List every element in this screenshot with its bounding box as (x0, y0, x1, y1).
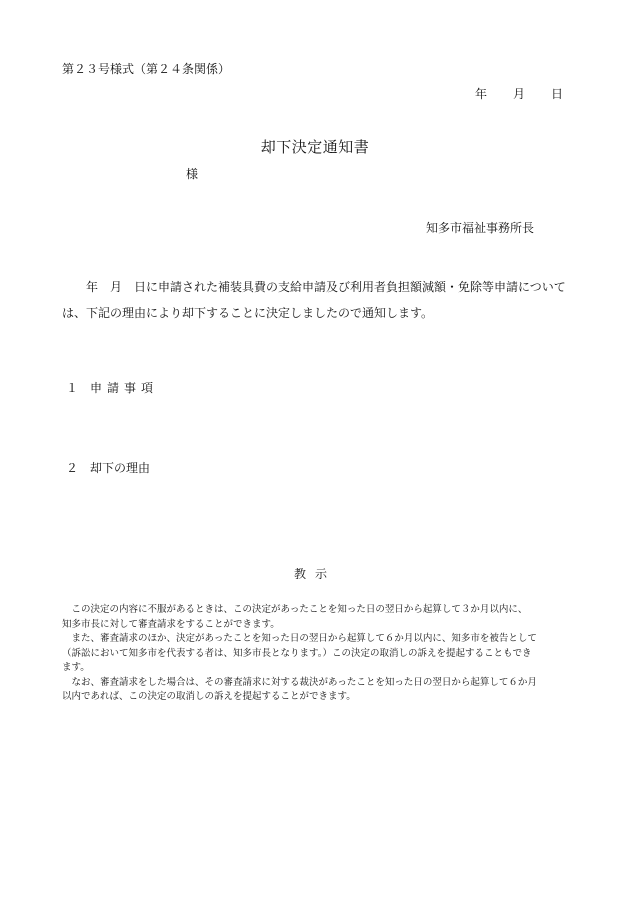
notice-line: （訴訟において知多市を代表する者は、知多市長となります。）この決定の取消しの訴えを提起することもでき (62, 647, 532, 659)
notification-body (62, 274, 582, 326)
date-line (475, 88, 563, 100)
issuer-name: 知多市福祉事務所長 (426, 221, 535, 235)
notice-line: また、審査請求のほか、決定があったことを知った日の翌日から起算して６か月以内に、知多市を被告として (62, 633, 537, 644)
notice-line: なお、審査請求をした場合は、その審査請求に対する裁決があったことを知った日の翌日から起算して６か月 (62, 676, 537, 688)
notice-heading: 教示 (293, 567, 336, 581)
document-title: 却下決定通知書 (260, 138, 370, 156)
item-application-matter (66, 382, 158, 394)
form-number: 第２３号様式（第２４条関係） (62, 62, 231, 76)
addressee-suffix: 様 (186, 167, 199, 181)
item-label: 却下の理由 (90, 461, 151, 475)
notice-line: 以内であれば、この決定の取消しの訴えを提起することができます。 (62, 691, 356, 702)
date-month-label: 月 (513, 87, 526, 101)
item-number: ２ (66, 461, 79, 475)
notice-body (62, 603, 582, 705)
item-rejection-reason (66, 462, 150, 474)
item-label: 申請事項 (90, 381, 159, 395)
notice-line: この決定の内容に不服があるときは、この決定があったことを知った日の翌日から起算して３か月以内に、 (62, 604, 528, 615)
date-day-label: 日 (551, 87, 564, 101)
notice-line: ます。 (62, 662, 90, 673)
body-line-1: 年 月 日に申請された補装具費の支給申請及び利用者負担額減額・免除等申請について (62, 280, 566, 294)
item-number: １ (66, 381, 79, 395)
body-line-2: は、下記の理由により却下することに決定しましたので通知します。 (62, 306, 434, 320)
date-year-label: 年 (475, 87, 488, 101)
notice-line: 知多市長に対して審査請求をすることができます。 (62, 618, 280, 630)
